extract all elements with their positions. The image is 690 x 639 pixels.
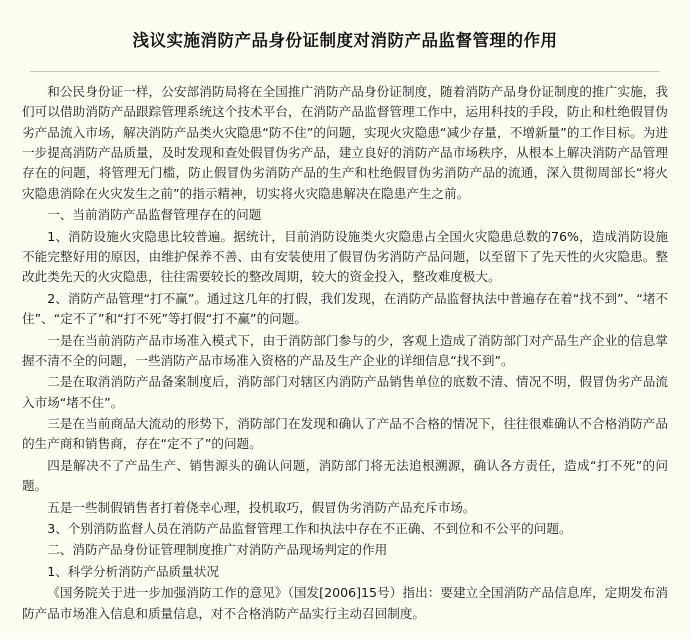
paragraph: 三是在当前商品大流动的形势下，消防部门在发现和确认了产品不合格的情况下，往往很难确认不合格消防产品的生产商和销售商，存在“定不了”的问题。 bbox=[22, 416, 668, 452]
title-divider bbox=[30, 71, 660, 72]
section-heading: 一、当前消防产品监督管理存在的问题 bbox=[47, 207, 262, 223]
paragraph: 和公民身份证一样，公安部消防局将在全国推广消防产品身份证制度，随着消防产品身份证制度的推广实施，我们可以借助消防产品跟踪管理系统这个技术平台，在消防产品监督管理工作中，运用科技的手段，防止和杜绝假冒伪劣产品流入市场，解决消防产品类火灾隐患“防不住”的问题，实现火灾隐患“减少存量，不增新量”的工作目标。为进一步提高消防产品质量，及时发现和查处假冒伪劣产品，建立良好的消防产品市场秩序，从根本上解决消防产品管理存在的问题，将管理无门槛，防止假冒伪劣消防产品的生产和杜绝假冒伪劣消防产品的流通，深入贯彻周部长“将火灾隐患消除在火灾发生之前”的指示精神，切实将火灾隐患解决在隐患产生之前。 bbox=[22, 83, 668, 201]
paragraph: 《国务院关于进一步加强消防工作的意见》（国发[2006]15号）指出：要建立全国消防产品信息库，定期发布消防产品市场准入信息和质量信息，对不合格消防产品实行主动召回制度。 bbox=[22, 585, 668, 621]
paragraph: 二是在取消消防产品备案制度后，消防部门对辖区内消防产品销售单位的底数不清、情况不明，假冒伪劣产品流入市场“堵不住”。 bbox=[22, 374, 668, 410]
paragraph: 1、消防设施火灾隐患比较普遍。据统计，目前消防设施类火灾隐患占全国火灾隐患总数的76%，造成消防设施不能完整好用的原因，由维护保养不善、由有安装使用了假冒伪劣消防产品问题，以至留下了先天性的火灾隐患。整改此类先天的火灾隐患，往往需要较长的整改周期，较大的资金投入，整改难度极大。 bbox=[22, 228, 668, 285]
document-page bbox=[0, 11, 690, 639]
paragraph: 2、消防产品管理“打不赢”。通过这几年的打假，我们发现，在消防产品监督执法中普遍存在着“找不到”、“堵不住”、“定不了”和“打不死”等打假“打不赢”的问题。 bbox=[22, 290, 668, 327]
subsection-heading: 1、科学分析消防产品质量状况 bbox=[47, 563, 219, 579]
paragraph: 四是解决不了产品生产、销售源头的确认问题，消防部门将无法追根溯源，确认各方责任，造成“打不死”的问题。 bbox=[22, 457, 668, 494]
paragraph: 3、个别消防监督人员在消防产品监督管理工作和执法中存在不正确、不到位和不公平的问题。 bbox=[47, 521, 572, 537]
document-body bbox=[22, 82, 668, 624]
page-title: 浅议实施消防产品身份证制度对消防产品监督管理的作用 bbox=[132, 31, 558, 51]
paragraph: 一是在当前消防产品市场准入模式下，由于消防部门参与的少，客观上造成了消防部门对产品生产企业的信息掌握不清不全的问题，一些消防产品市场准入资格的产品及生产企业的详细信息“找不到”。 bbox=[22, 332, 668, 368]
paragraph: 五是一些制假销售者打着侥幸心理，投机取巧，假冒伪劣消防产品充斥市场。 bbox=[47, 499, 476, 515]
section-heading: 二、消防产品身份证管理制度推广对消防产品现场判定的作用 bbox=[47, 542, 388, 558]
